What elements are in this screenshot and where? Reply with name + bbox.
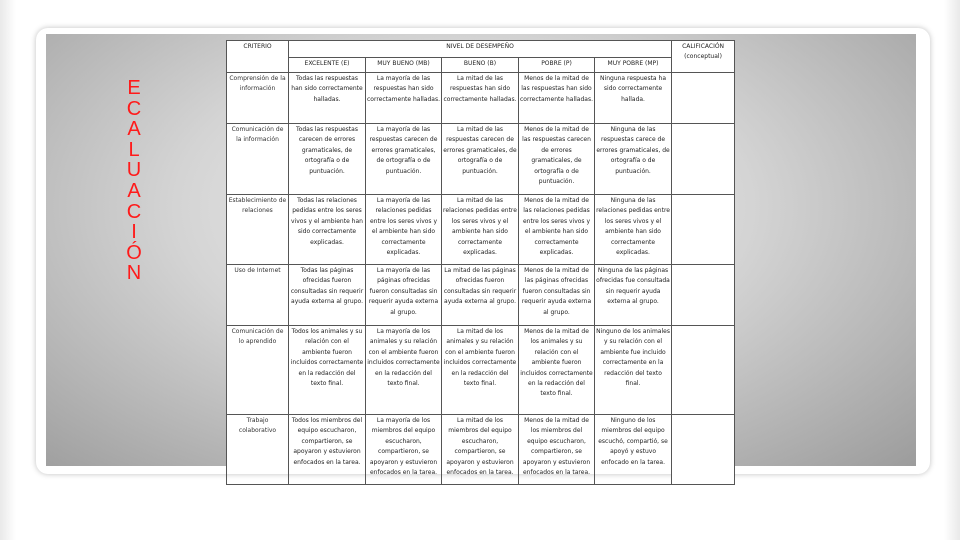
header-calificacion: CALIFICACIÓN (conceptual) [672, 41, 735, 73]
level-cell: La mitad de las respuestas han sido correctamente halladas. [442, 73, 519, 124]
calificacion-cell [672, 265, 735, 326]
header-level-muy-pobre: MUY POBRE (MP) [595, 58, 672, 73]
calificacion-cell [672, 326, 735, 415]
level-cell: La mitad de las relaciones pedidas entre los seres vivos y el ambiente han sido correctamente explicadas. [442, 195, 519, 265]
rubric-table [226, 40, 735, 485]
calificacion-cell [672, 415, 735, 485]
level-cell: La mayoría de los miembros del equipo escucharon, compartieron, se apoyaron y estuvieron enfocados en la tarea. [366, 415, 442, 485]
criterio-cell: Comunicación de lo aprendido [227, 326, 289, 415]
level-cell: Ninguna de las respuestas carece de errores gramaticales, de ortografía o de puntuación. [595, 124, 672, 195]
level-cell: La mitad de los animales y su relación con el ambiente fueron incluidos correctamente en la redacción del texto final. [442, 326, 519, 415]
level-cell: Menos de la mitad de las respuestas han sido correctamente halladas. [519, 73, 595, 124]
level-cell: La mayoría de las respuestas han sido correctamente halladas. [366, 73, 442, 124]
table-row [227, 265, 735, 326]
level-cell: Ninguno de los miembros del equipo escuchó, compartió, se apoyó y estuvo enfocado en la tarea. [595, 415, 672, 485]
title-letter: C [126, 97, 142, 120]
criterio-cell: Trabajo colaborativo [227, 415, 289, 485]
header-nivel-desempeno: NIVEL DE DESEMPEÑO [289, 41, 672, 58]
level-cell: Todas las relaciones pedidas entre los seres vivos y el ambiente han sido correctamente explicadas. [289, 195, 366, 265]
title-letter: U [126, 159, 142, 182]
level-cell: La mayoría de las páginas ofrecidas fueron consultadas sin requerir ayuda externa al grupo. [366, 265, 442, 326]
criterio-cell: Comunicación de la información [227, 124, 289, 195]
level-cell: La mayoría de las respuestas carecen de errores gramaticales, de ortografía o de puntuación. [366, 124, 442, 195]
rubric-panel [226, 40, 734, 477]
level-cell: La mitad de los miembros del equipo escucharon, compartieron, se apoyaron y estuvieron enfocados en la tarea. [442, 415, 519, 485]
title-letter: Ó [126, 241, 142, 264]
vertical-title-evaluacion [124, 78, 144, 284]
level-cell: Ninguna de las páginas ofrecidas fue consultada sin requerir ayuda externa al grupo. [595, 265, 672, 326]
table-row [227, 73, 735, 124]
criterio-cell: Uso de Internet [227, 265, 289, 326]
level-cell: Todos los miembros del equipo escucharon, compartieron, se apoyaron y estuvieron enfocados en la tarea. [289, 415, 366, 485]
criterio-cell: Establecimiento de relaciones [227, 195, 289, 265]
table-row [227, 415, 735, 485]
level-cell: Ninguna respuesta ha sido correctamente hallada. [595, 73, 672, 124]
level-cell: Menos de la mitad de las respuestas carecen de errores gramaticales, de ortografía o de puntuación. [519, 124, 595, 195]
title-letter: C [126, 200, 142, 223]
calificacion-cell [672, 73, 735, 124]
title-letter: L [128, 138, 140, 161]
title-letter: I [131, 221, 137, 244]
level-cell: La mayoría de las relaciones pedidas entre los seres vivos y el ambiente han sido correctamente explicadas. [366, 195, 442, 265]
level-cell: Todas las respuestas carecen de errores gramaticales, de ortografía o de puntuación. [289, 124, 366, 195]
table-row [227, 124, 735, 195]
level-cell: La mitad de las páginas ofrecidas fueron consultadas sin requerir ayuda externa al grupo. [442, 265, 519, 326]
header-level-muy-bueno: MUY BUENO (MB) [366, 58, 442, 73]
page-shadow-right [944, 0, 960, 540]
title-letter: E [127, 77, 141, 99]
header-criterio: CRITERIO [227, 41, 289, 73]
header-level-bueno: BUENO (B) [442, 58, 519, 73]
level-cell: Menos de la mitad de los animales y su relación con el ambiente fueron incluidos correctamente en la redacción del texto final. [519, 326, 595, 415]
level-cell: La mitad de las respuestas carecen de errores gramaticales, de ortografía o de puntuación. [442, 124, 519, 195]
title-letter: N [126, 262, 142, 285]
level-cell: Menos de la mitad de las relaciones pedidas entre los seres vivos y el ambiente han sido correctamente explicadas. [519, 195, 595, 265]
calificacion-cell [672, 195, 735, 265]
table-row [227, 326, 735, 415]
level-cell: Menos de la mitad de las páginas ofrecidas fueron consultadas sin requerir ayuda externa al grupo. [519, 265, 595, 326]
level-cell: Ninguno de los animales y su relación con el ambiente fue incluido correctamente en la redacción del texto final. [595, 326, 672, 415]
header-level-excelente: EXCELENTE (E) [289, 58, 366, 73]
level-cell: La mayoría de los animales y su relación con el ambiente fueron incluidos correctamente en la redacción del texto final. [366, 326, 442, 415]
criterio-cell: Comprensión de la información [227, 73, 289, 124]
level-cell: Menos de la mitad de los miembros del equipo escucharon, compartieron, se apoyaron y estuvieron enfocados en la tarea. [519, 415, 595, 485]
level-cell: Todos los animales y su relación con el ambiente fueron incluidos correctamente en la redacción del texto final. [289, 326, 366, 415]
title-letter: A [127, 179, 141, 202]
table-row [227, 195, 735, 265]
level-cell: Ninguna de las relaciones pedidas entre los seres vivos y el ambiente han sido correctamente explicadas. [595, 195, 672, 265]
level-cell: Todas las respuestas han sido correctamente halladas. [289, 73, 366, 124]
level-cell: Todas las páginas ofrecidas fueron consultadas sin requerir ayuda externa al grupo. [289, 265, 366, 326]
calificacion-cell [672, 124, 735, 195]
header-level-pobre: POBRE (P) [519, 58, 595, 73]
title-letter: A [127, 118, 141, 141]
page-shadow-left [0, 0, 16, 540]
